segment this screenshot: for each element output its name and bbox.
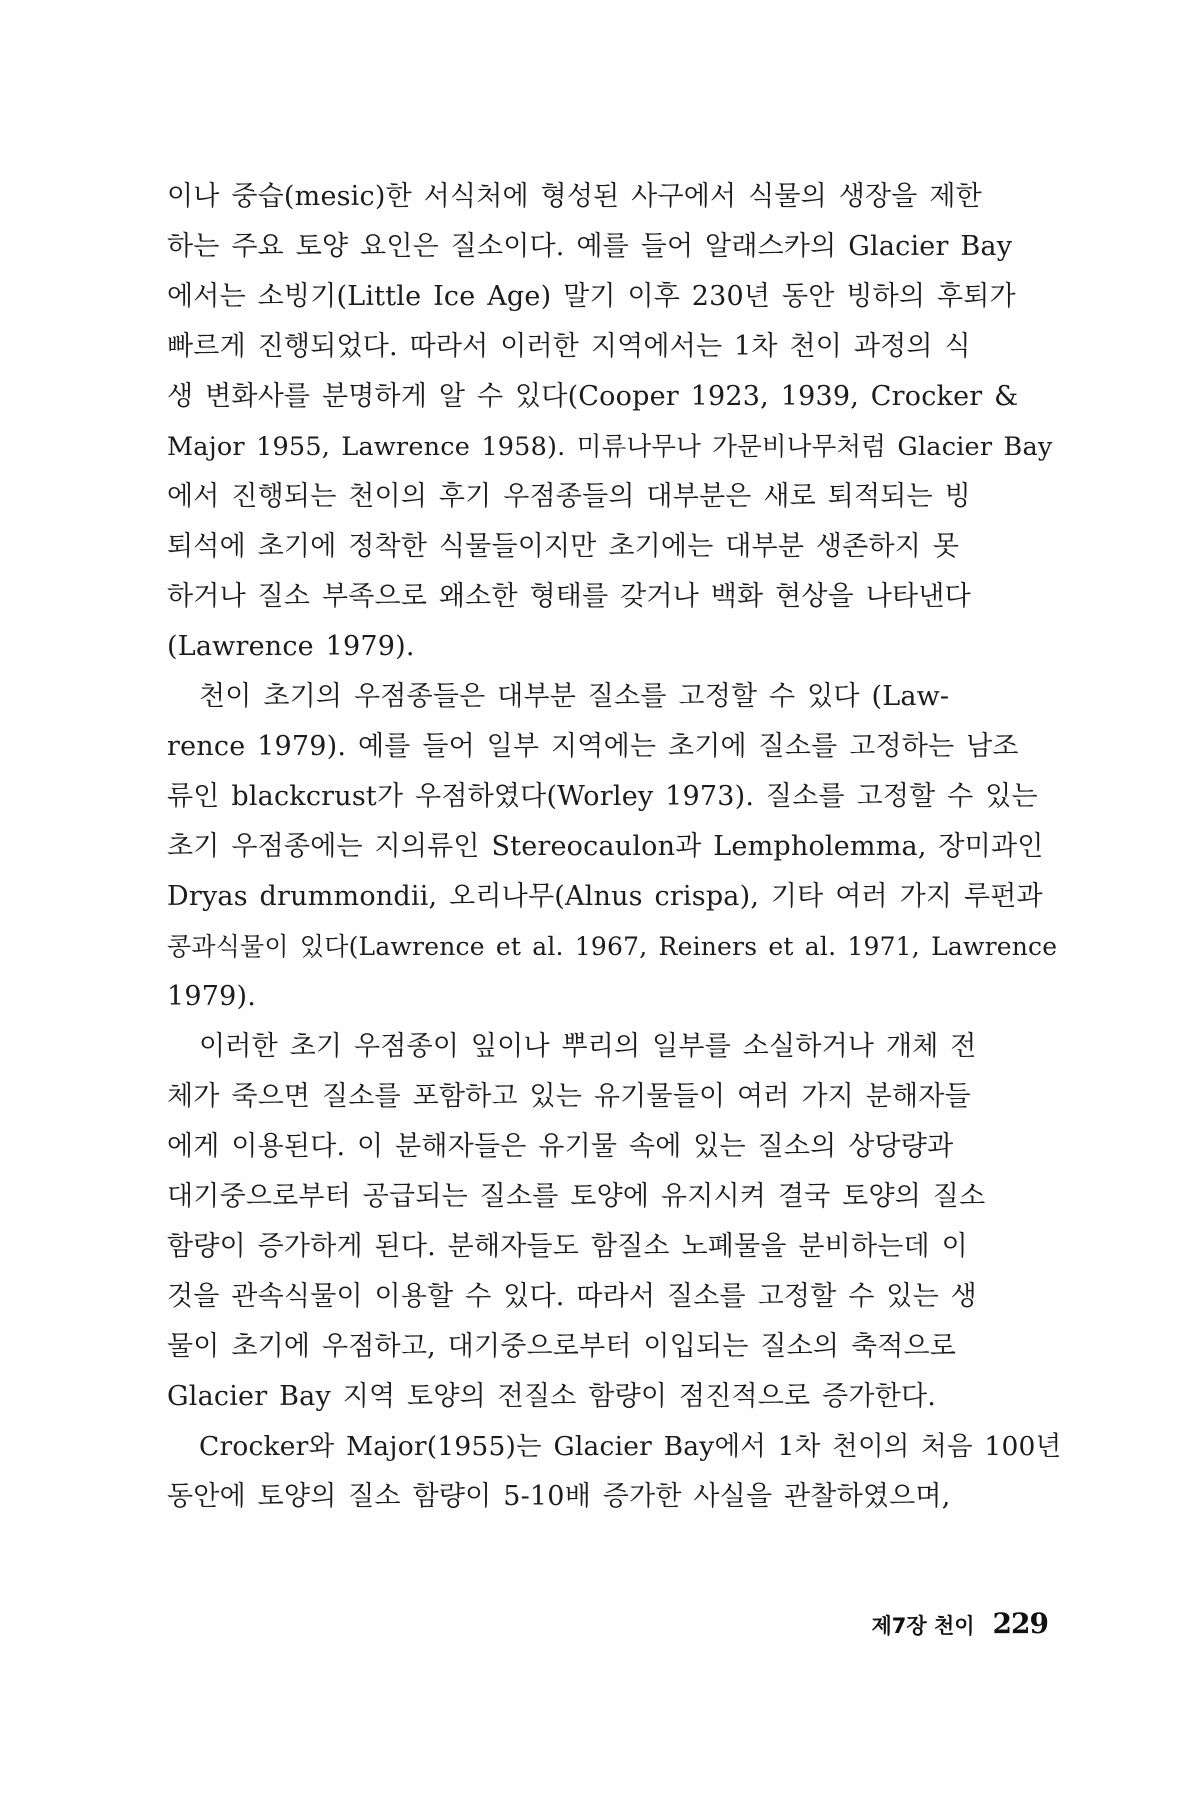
text-line: 에서 진행되는 천이의 후기 우점종들의 대부분은 새로 퇴적되는 빙 <box>167 481 971 512</box>
text-line: 동안에 토양의 질소 함량이 5-10배 증가한 사실을 관찰하였으며, <box>167 1481 951 1512</box>
paragraph-start-line: 천이 초기의 우점종들은 대부분 질소를 고정할 수 있다 (Law- <box>199 681 950 712</box>
text-line: 이나 중습(mesic)한 서식처에 형성된 사구에서 식물의 생장을 제한 <box>167 181 982 212</box>
paragraph-start-line: Crocker와 Major(1955)는 Glacier Bay에서 1차 천이의 처음 100년 <box>199 1431 1062 1462</box>
paragraph-start-line: 이러한 초기 우점종이 잎이나 뿌리의 일부를 소실하거나 개체 전 <box>199 1031 977 1062</box>
body-text <box>167 172 1065 1522</box>
text-line: 대기중으로부터 공급되는 질소를 토양에 유지시켜 결국 토양의 질소 <box>167 1181 986 1212</box>
text-line: 생 변화사를 분명하게 알 수 있다(Cooper 1923, 1939, Crocker & <box>167 381 1019 412</box>
text-line: 1979). <box>167 981 257 1012</box>
text-line: rence 1979). 예를 들어 일부 지역에는 초기에 질소를 고정하는 남조 <box>167 731 1019 762</box>
text-line: Dryas drummondii, 오리나무(Alnus crispa), 기타 여러 가지 루펀과 <box>167 881 1043 912</box>
text-line: 것을 관속식물이 이용할 수 있다. 따라서 질소를 고정할 수 있는 생 <box>167 1281 977 1312</box>
text-line: 류인 blackcrust가 우점하였다(Worley 1973). 질소를 고정할 수 있는 <box>167 781 1038 812</box>
page-number: 229 <box>992 1607 1048 1640</box>
text-line: Major 1955, Lawrence 1958). 미류나무나 가문비나무처럼 Glacier Bay <box>167 432 1053 462</box>
text-line: 하거나 질소 부족으로 왜소한 형태를 갖거나 백화 현상을 나타낸다 <box>167 581 971 612</box>
text-line: 초기 우점종에는 지의류인 Stereocaulon과 Lempholemma, 장미과인 <box>167 831 1044 862</box>
text-line: Glacier Bay 지역 토양의 전질소 함량이 점진적으로 증가한다. <box>167 1381 937 1412</box>
text-line: 빠르게 진행되었다. 따라서 이러한 지역에서는 1차 천이 과정의 식 <box>167 331 971 362</box>
text-line: 함량이 증가하게 된다. 분해자들도 함질소 노폐물을 분비하는데 이 <box>167 1231 968 1262</box>
text-line: 체가 죽으면 질소를 포함하고 있는 유기물들이 여러 가지 분해자들 <box>167 1081 971 1112</box>
page-footer <box>0 1604 1048 1644</box>
text-line: 에게 이용된다. 이 분해자들은 유기물 속에 있는 질소의 상당량과 <box>167 1131 954 1162</box>
text-line: 퇴석에 초기에 정착한 식물들이지만 초기에는 대부분 생존하지 못 <box>167 531 960 562</box>
text-line: (Lawrence 1979). <box>167 631 415 662</box>
text-line: 물이 초기에 우점하고, 대기중으로부터 이입되는 질소의 축적으로 <box>167 1331 957 1362</box>
text-line: 콩과식물이 있다(Lawrence et al. 1967, Reiners et al. 1971, Lawrence <box>167 932 1058 961</box>
text-line: 에서는 소빙기(Little Ice Age) 말기 이후 230년 동안 빙하의 후퇴가 <box>167 281 1016 312</box>
chapter-title: 제7장 천이 <box>871 1614 975 1638</box>
text-line: 하는 주요 토양 요인은 질소이다. 예를 들어 알래스카의 Glacier Bay <box>167 231 1013 262</box>
